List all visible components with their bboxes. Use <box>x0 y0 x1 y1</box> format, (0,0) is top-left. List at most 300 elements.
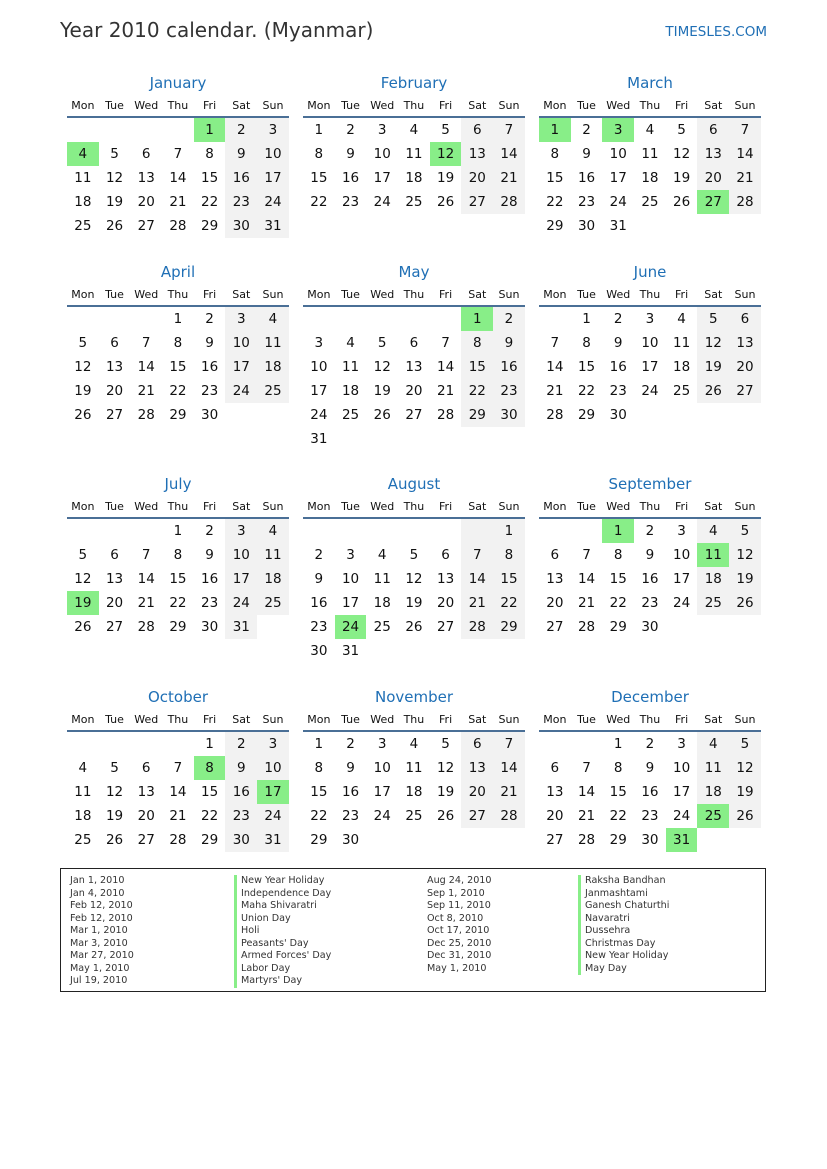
week-row <box>539 519 761 543</box>
calendar-day: 3 <box>677 736 686 752</box>
empty-day <box>571 732 603 756</box>
calendar-day: 7 <box>493 118 525 142</box>
weekday-label: Sun <box>262 713 284 726</box>
calendar-day: 21 <box>577 595 596 611</box>
calendar-day: 10 <box>225 543 257 567</box>
calendar-day: 28 <box>729 190 761 214</box>
weekday-label: Fri <box>675 99 689 112</box>
calendar-day: 5 <box>409 547 419 563</box>
calendar-day: 25 <box>405 808 423 824</box>
week-row <box>303 591 525 615</box>
weekday-label: Sat <box>232 99 251 112</box>
calendar-day: 17 <box>673 571 691 587</box>
calendar-day: 21 <box>546 383 564 399</box>
calendar-day: 11 <box>697 756 729 780</box>
legend-holiday-name: New Year Holiday <box>578 950 669 963</box>
calendar-day: 4 <box>377 547 387 563</box>
legend-holiday-name: Peasants' Day <box>234 938 331 951</box>
weekday-header <box>303 283 525 307</box>
calendar-day: 22 <box>310 194 328 210</box>
calendar-day: 31 <box>609 218 627 234</box>
calendar-day: 29 <box>493 615 525 639</box>
calendar-day: 20 <box>437 595 455 611</box>
empty-day <box>697 214 729 238</box>
calendar-day: 11 <box>341 359 360 375</box>
holiday-day: 31 <box>666 828 698 852</box>
calendar-day: 18 <box>697 780 729 804</box>
calendar-day: 30 <box>341 832 360 848</box>
calendar-day: 4 <box>645 122 655 138</box>
calendar-day: 12 <box>105 784 124 800</box>
weekday-label: Thu <box>639 288 661 301</box>
empty-day <box>257 403 289 427</box>
calendar-day: 26 <box>729 804 761 828</box>
week-row <box>67 118 289 142</box>
empty-day <box>666 214 698 238</box>
week-row <box>303 804 525 828</box>
weekday-header <box>67 283 289 307</box>
empty-day <box>666 403 698 427</box>
calendar-day: 7 <box>493 732 525 756</box>
weekday-label: Sun <box>262 99 284 112</box>
calendar-day: 6 <box>461 118 493 142</box>
month-name: October <box>147 688 209 706</box>
calendar-day: 4 <box>409 122 419 138</box>
calendar-day: 6 <box>441 547 450 563</box>
weekday-label: Wed <box>134 99 159 112</box>
holiday-day: 4 <box>67 142 99 166</box>
legend-date: Feb 12, 2010 <box>70 912 133 924</box>
calendar-day: 9 <box>225 142 257 166</box>
weekday-label: Mon <box>543 99 567 112</box>
calendar-day: 11 <box>373 571 391 587</box>
calendar-day: 15 <box>493 567 525 591</box>
calendar-day: 12 <box>74 571 92 587</box>
empty-day <box>99 519 131 543</box>
legend-date: Oct 8, 2010 <box>427 912 484 924</box>
week-row <box>539 355 761 379</box>
weekday-label: Tue <box>577 288 596 301</box>
calendar-day: 13 <box>105 571 124 587</box>
weekday-label: Fri <box>439 713 453 726</box>
weekday-header <box>303 495 525 519</box>
calendar-day: 2 <box>346 122 355 138</box>
calendar-day: 2 <box>314 547 324 563</box>
calendar-day: 9 <box>645 547 655 563</box>
calendar-day: 17 <box>310 383 328 399</box>
weekday-label: Fri <box>675 713 689 726</box>
calendar-day: 20 <box>137 808 155 824</box>
calendar-day: 4 <box>677 311 686 327</box>
empty-day <box>335 427 367 451</box>
week-row <box>67 756 289 780</box>
legend-date: Oct 17, 2010 <box>427 925 490 936</box>
weekday-header <box>303 708 525 732</box>
calendar-day: 3 <box>377 122 387 138</box>
holiday-day: 1 <box>602 519 634 543</box>
calendar-day: 7 <box>441 335 450 351</box>
calendar-day: 6 <box>550 760 560 776</box>
calendar-day: 25 <box>257 591 289 615</box>
empty-day <box>335 307 367 331</box>
calendar-day: 14 <box>169 784 187 800</box>
weekday-label: Sat <box>704 713 723 726</box>
legend-date: May 1, 2010 <box>427 962 487 974</box>
calendar-day: 21 <box>137 595 155 611</box>
weekday-label: Thu <box>403 500 425 513</box>
weekday-label: Fri <box>203 99 217 112</box>
calendar-day: 24 <box>641 383 659 399</box>
calendar-day: 11 <box>405 760 423 776</box>
empty-day <box>398 639 430 663</box>
legend-holiday-name: Holi <box>234 925 331 938</box>
weekday-header <box>67 708 289 732</box>
weekday-label: Sun <box>734 713 756 726</box>
empty-day <box>303 519 335 543</box>
calendar-day: 23 <box>201 595 219 611</box>
calendar-day: 31 <box>310 431 328 447</box>
weekday-header <box>67 495 289 519</box>
calendar-day: 1 <box>493 519 525 543</box>
calendar-day: 17 <box>641 359 659 375</box>
week-row <box>67 591 289 615</box>
calendar-day: 15 <box>577 359 596 375</box>
calendar-day: 31 <box>257 214 289 238</box>
calendar-day: 13 <box>105 359 124 375</box>
calendar-day: 13 <box>546 571 564 587</box>
legend-date: Mar 3, 2010 <box>70 937 128 949</box>
page-title: Year 2010 calendar. (Myanmar) <box>60 18 374 42</box>
weekday-label: Sat <box>704 288 723 301</box>
holiday-day: 24 <box>335 615 367 639</box>
week-row <box>67 780 289 804</box>
calendar-day: 9 <box>645 760 655 776</box>
calendar-day: 31 <box>225 615 257 639</box>
calendar-day: 5 <box>729 732 761 756</box>
legend-date: May 1, 2010 <box>70 962 130 974</box>
weekday-label: Mon <box>71 99 95 112</box>
calendar-day: 8 <box>550 146 560 162</box>
calendar-day: 29 <box>577 407 596 423</box>
weekday-label: Tue <box>577 500 596 513</box>
calendar-day: 15 <box>461 355 493 379</box>
weekday-label: Wed <box>134 713 159 726</box>
legend-holiday-name: Armed Forces' Day <box>234 950 331 963</box>
calendar-day: 19 <box>673 170 691 186</box>
holiday-day: 11 <box>697 543 729 567</box>
calendar-day: 5 <box>78 547 88 563</box>
month-july <box>67 473 289 639</box>
calendar-day: 15 <box>201 170 219 186</box>
calendar-day: 6 <box>697 118 729 142</box>
calendar-day: 13 <box>546 784 564 800</box>
calendar-day: 2 <box>582 122 591 138</box>
calendar-day: 16 <box>493 355 525 379</box>
legend-names-column <box>578 875 669 975</box>
week-row <box>303 331 525 355</box>
calendar-day: 26 <box>105 832 124 848</box>
empty-day <box>461 519 493 543</box>
legend-holiday-name: Union Day <box>234 913 331 926</box>
weekday-label: Thu <box>639 713 661 726</box>
calendar-day: 5 <box>78 335 88 351</box>
legend-date: Sep 11, 2010 <box>427 900 491 911</box>
calendar-day: 9 <box>205 335 214 351</box>
calendar-day: 23 <box>341 808 360 824</box>
empty-day <box>729 214 761 238</box>
calendar-day: 30 <box>201 619 219 635</box>
calendar-day: 27 <box>461 190 493 214</box>
calendar-day: 1 <box>173 523 183 539</box>
calendar-day: 12 <box>437 760 455 776</box>
calendar-day: 18 <box>74 194 92 210</box>
calendar-day: 10 <box>673 760 691 776</box>
calendar-day: 27 <box>105 407 124 423</box>
weekday-label: Tue <box>577 713 596 726</box>
calendar-day: 20 <box>461 166 493 190</box>
empty-day <box>493 828 525 852</box>
calendar-day: 29 <box>609 619 627 635</box>
month-name: June <box>633 263 667 281</box>
calendar-day: 15 <box>310 784 328 800</box>
calendar-day: 14 <box>169 170 187 186</box>
calendar-day: 1 <box>205 736 214 752</box>
calendar-day: 12 <box>405 571 423 587</box>
calendar-day: 10 <box>609 146 627 162</box>
calendar-day: 13 <box>405 359 423 375</box>
week-row <box>539 615 761 639</box>
weekday-label: Tue <box>341 713 360 726</box>
calendar-day: 22 <box>169 595 187 611</box>
site-link[interactable]: TIMESLES.COM <box>665 24 767 40</box>
calendar-day: 28 <box>546 407 564 423</box>
weekday-label: Sun <box>498 500 520 513</box>
empty-day <box>366 427 398 451</box>
calendar-day: 6 <box>141 760 151 776</box>
calendar-day: 24 <box>373 194 391 210</box>
calendar-day: 3 <box>257 118 289 142</box>
calendar-day: 17 <box>673 784 691 800</box>
week-row <box>539 403 761 427</box>
calendar-day: 12 <box>697 331 729 355</box>
calendar-day: 22 <box>577 383 596 399</box>
legend-holiday-name: Martyrs' Day <box>234 975 331 988</box>
holiday-day: 17 <box>257 780 289 804</box>
calendar-day: 12 <box>74 359 92 375</box>
calendar-day: 13 <box>697 142 729 166</box>
calendar-day: 1 <box>582 311 591 327</box>
calendar-day: 22 <box>169 383 187 399</box>
holiday-day: 3 <box>602 118 634 142</box>
calendar-day: 19 <box>437 170 455 186</box>
legend-date: Jan 4, 2010 <box>70 887 125 899</box>
calendar-day: 12 <box>673 146 691 162</box>
empty-day <box>729 615 761 639</box>
calendar-day: 9 <box>582 146 591 162</box>
calendar-day: 1 <box>314 736 324 752</box>
calendar-day: 20 <box>105 383 124 399</box>
calendar-day: 7 <box>173 760 183 776</box>
month-february <box>303 72 525 214</box>
calendar-day: 5 <box>377 335 387 351</box>
calendar-day: 25 <box>257 379 289 403</box>
calendar-day: 23 <box>609 383 627 399</box>
weekday-label: Thu <box>639 500 661 513</box>
week-row <box>303 403 525 427</box>
calendar-day: 23 <box>493 379 525 403</box>
calendar-day: 14 <box>577 784 596 800</box>
legend-holiday-name: Christmas Day <box>578 938 669 951</box>
calendar-day: 18 <box>673 359 691 375</box>
week-row <box>303 166 525 190</box>
calendar-day: 10 <box>225 331 257 355</box>
calendar-day: 4 <box>697 732 729 756</box>
calendar-day: 6 <box>141 146 151 162</box>
calendar-day: 20 <box>405 383 423 399</box>
calendar-day: 18 <box>373 595 391 611</box>
calendar-day: 3 <box>225 519 257 543</box>
month-name: February <box>380 74 448 92</box>
weekday-label: Wed <box>606 500 631 513</box>
calendar-day: 12 <box>729 756 761 780</box>
calendar-day: 11 <box>257 543 289 567</box>
weekday-label: Thu <box>167 500 189 513</box>
calendar-day: 26 <box>405 619 423 635</box>
empty-day <box>130 118 162 142</box>
week-row <box>303 118 525 142</box>
month-name: September <box>608 475 692 493</box>
empty-day <box>430 639 462 663</box>
holiday-day: 8 <box>194 756 226 780</box>
calendar-day: 13 <box>137 784 155 800</box>
legend-date: Feb 12, 2010 <box>70 900 133 911</box>
empty-day <box>493 639 525 663</box>
calendar-day: 8 <box>173 335 183 351</box>
calendar-day: 29 <box>310 832 328 848</box>
empty-day <box>366 519 398 543</box>
week-row <box>303 519 525 543</box>
calendar-day: 10 <box>373 146 391 162</box>
empty-day <box>366 828 398 852</box>
calendar-day: 18 <box>74 808 92 824</box>
calendar-day: 11 <box>673 335 691 351</box>
calendar-day: 8 <box>314 760 324 776</box>
calendar-day: 19 <box>74 383 92 399</box>
calendar-day: 14 <box>577 571 596 587</box>
calendar-day: 27 <box>546 619 564 635</box>
week-row <box>67 804 289 828</box>
calendar-day: 4 <box>257 519 289 543</box>
month-name: May <box>398 263 430 281</box>
empty-day <box>398 828 430 852</box>
calendar-day: 22 <box>201 808 219 824</box>
weekday-label: Thu <box>403 288 425 301</box>
calendar-day: 22 <box>493 591 525 615</box>
calendar-day: 19 <box>729 780 761 804</box>
legend-date: Sep 1, 2010 <box>427 887 485 899</box>
calendar-day: 30 <box>641 619 659 635</box>
calendar-day: 11 <box>257 331 289 355</box>
weekday-label: Mon <box>307 288 331 301</box>
calendar-day: 15 <box>546 170 564 186</box>
weekday-label: Sat <box>468 713 487 726</box>
calendar-day: 19 <box>105 808 124 824</box>
calendar-day: 23 <box>577 194 596 210</box>
calendar-day: 7 <box>461 543 493 567</box>
calendar-day: 6 <box>461 732 493 756</box>
calendar-day: 21 <box>437 383 455 399</box>
calendar-day: 16 <box>641 571 659 587</box>
holiday-day: 1 <box>539 118 571 142</box>
calendar-day: 18 <box>257 355 289 379</box>
week-row <box>539 379 761 403</box>
calendar-day: 30 <box>609 407 627 423</box>
calendar-day: 7 <box>550 335 560 351</box>
calendar-day: 28 <box>137 407 155 423</box>
calendar-day: 9 <box>613 335 623 351</box>
calendar-day: 2 <box>225 732 257 756</box>
calendar-day: 22 <box>609 595 627 611</box>
calendar-day: 8 <box>461 331 493 355</box>
empty-day <box>398 307 430 331</box>
calendar-day: 18 <box>697 567 729 591</box>
weekday-label: Wed <box>370 288 395 301</box>
calendar-day: 16 <box>609 359 627 375</box>
weekday-label: Sun <box>734 500 756 513</box>
week-row <box>539 190 761 214</box>
calendar-day: 26 <box>729 591 761 615</box>
calendar-day: 27 <box>137 832 155 848</box>
calendar-day: 28 <box>493 190 525 214</box>
week-row <box>67 615 289 639</box>
calendar-day: 6 <box>729 307 761 331</box>
calendar-day: 22 <box>609 808 627 824</box>
weekday-label: Sat <box>704 500 723 513</box>
calendar-day: 30 <box>641 832 659 848</box>
calendar-day: 1 <box>314 122 324 138</box>
calendar-day: 3 <box>257 732 289 756</box>
weekday-header <box>539 283 761 307</box>
calendar-day: 20 <box>729 355 761 379</box>
calendar-day: 23 <box>225 804 257 828</box>
month-name: March <box>627 74 673 92</box>
empty-day <box>430 519 462 543</box>
calendar-day: 9 <box>346 760 355 776</box>
week-row <box>303 379 525 403</box>
weekday-label: Thu <box>167 713 189 726</box>
weekday-label: Sun <box>734 288 756 301</box>
month-may <box>303 261 525 451</box>
calendar-day: 28 <box>461 615 493 639</box>
calendar-day: 30 <box>577 218 596 234</box>
empty-day <box>99 118 131 142</box>
calendar-day: 25 <box>673 383 691 399</box>
calendar-day: 9 <box>205 547 214 563</box>
week-row <box>303 780 525 804</box>
calendar-day: 19 <box>373 383 391 399</box>
calendar-day: 8 <box>205 146 214 162</box>
calendar-day: 24 <box>373 808 391 824</box>
calendar-day: 14 <box>493 142 525 166</box>
legend-holiday-name: New Year Holiday <box>234 875 331 888</box>
weekday-label: Sat <box>232 713 251 726</box>
calendar-day: 26 <box>373 407 391 423</box>
calendar-day: 13 <box>137 170 155 186</box>
calendar-day: 19 <box>105 194 124 210</box>
week-row <box>539 828 761 852</box>
calendar-day: 16 <box>201 571 219 587</box>
weekday-label: Mon <box>543 713 567 726</box>
